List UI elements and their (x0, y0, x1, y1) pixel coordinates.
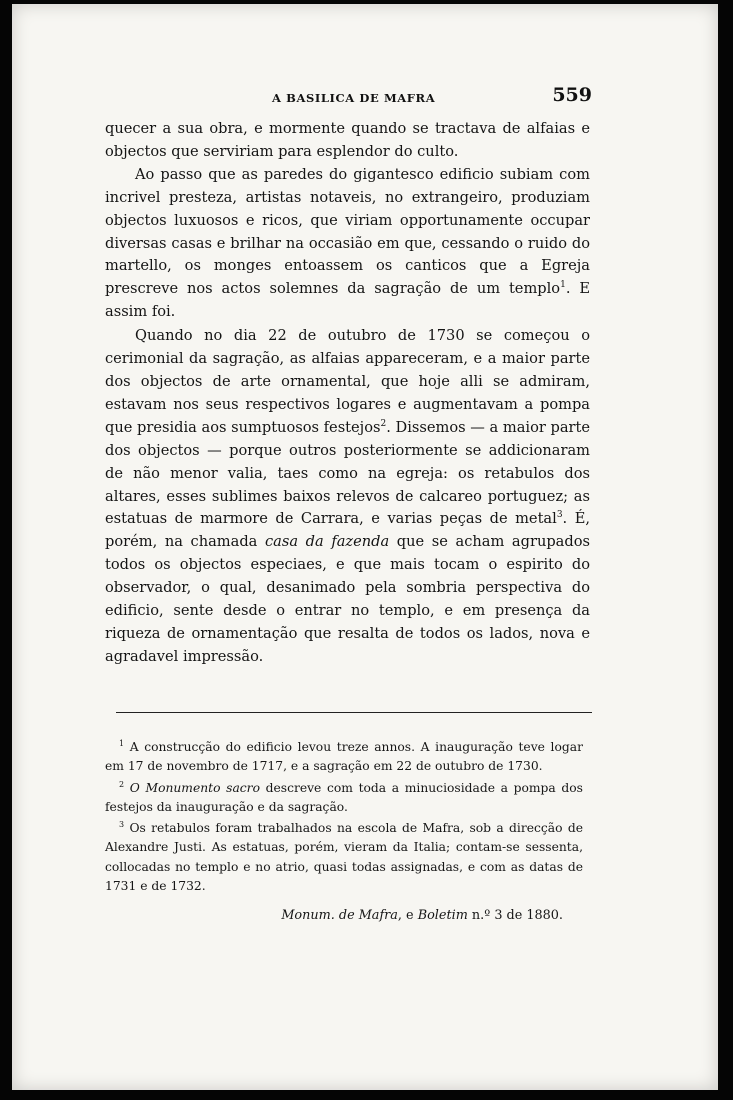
footnote-1-text: A construcção do edificio levou treze annos. A inauguração teve logar em 17 de novembro de 1717, e a sagração em 22 de outubro de 1730. (105, 740, 583, 774)
paragraph-2 (105, 164, 590, 324)
footnote-source (105, 906, 583, 925)
paragraph-1-text: quecer a sua obra, e mormente quando se tractava de alfaias e objectos que serviriam para esplendor do culto. (105, 120, 590, 160)
footnote-2-italic: O Monumento sacro (129, 780, 260, 795)
body-text (105, 118, 590, 669)
footnote-ref-1: 1 (560, 280, 566, 291)
footnote-ref-3: 3 (556, 510, 563, 521)
page-number: 559 (552, 84, 592, 106)
footnote-2-mark: 2 (119, 779, 125, 789)
footnote-2 (105, 779, 583, 818)
source-title-1: Monum. de Mafra (281, 908, 398, 924)
footnote-1 (105, 738, 583, 777)
footnote-ref-2: 2 (380, 418, 387, 429)
paragraph-2-text-a: Ao passo que as paredes do gigantesco edificio subiam com incrivel presteza, artistas notaveis, no extrangeiro, produziam objectos luxuosos e ricos, que viriam opportunamente occupar diversas casas e brilhar na occasião em que, cessando o ruido do martello, os monges entoassem os canticos que a Egreja prescreve nos actos solemnes da sagração de um templo (105, 165, 590, 298)
running-title: A BASILICA DE MAFRA (272, 91, 436, 105)
paragraph-3 (105, 325, 590, 669)
footnote-2-text: descreve com toda a minuciosidade a pompa dos festejos da inauguração e da sagração. (105, 780, 583, 814)
paragraph-3-text-b: . Dissemos — a maior parte dos objectos — porque outros posteriormente se addicionaram de não menor valia, taes como na egreja: os retabulos dos altares, esses sublimes baixos relevos de calcareo portuguez; as estatuas de marmore de Carrara, e varias peças de metal (105, 418, 591, 528)
footnote-3-text: Os retabulos foram trabalhados na escola de Mafra, sob a direcção de Alexandre Justi. As estatuas, porém, vieram da Italia; contam-se sessenta, collocadas no templo e no atrio, quasi todas assignadas, e com as datas de 1731 e de 1732. (105, 821, 583, 894)
paragraph-3-text-d: que se acham agrupados todos os objectos especiaes, e que mais tocam o espirito do observador, o qual, desanimado pela sombria perspectiva do edificio, sente desde o entrar no templo, e em presença da riqueza de ornamentação que resalta de todos os lados, nova e agradavel impressão. (105, 533, 590, 665)
footnote-3 (105, 819, 583, 896)
source-end: n.º 3 de 1880. (467, 908, 563, 924)
footnote-3-mark: 3 (119, 820, 125, 830)
source-mid: , e (397, 908, 418, 924)
footnotes (105, 738, 583, 928)
page-header (272, 84, 600, 110)
paragraph-2-text-b: . E assim foi. (105, 280, 590, 321)
paragraph-3-text-a: Quando no dia 22 de outubro de 1730 se começou o cerimonial da sagração, as alfaias appareceram, e a maior parte dos objectos de arte ornamental, que hoje alli se admiram, estavam nos seus respectivos logares e augmentavam a pompa que presidia aos sumptuosos festejos (105, 327, 590, 436)
paragraph-1 (105, 118, 590, 164)
paragraph-3-text-c: . É, porém, na chamada (105, 510, 590, 551)
source-title-2: Boletim (417, 908, 468, 924)
paragraph-3-italic: casa da fazenda (265, 533, 390, 551)
footnote-divider (116, 712, 592, 713)
footnote-1-mark: 1 (119, 738, 125, 748)
